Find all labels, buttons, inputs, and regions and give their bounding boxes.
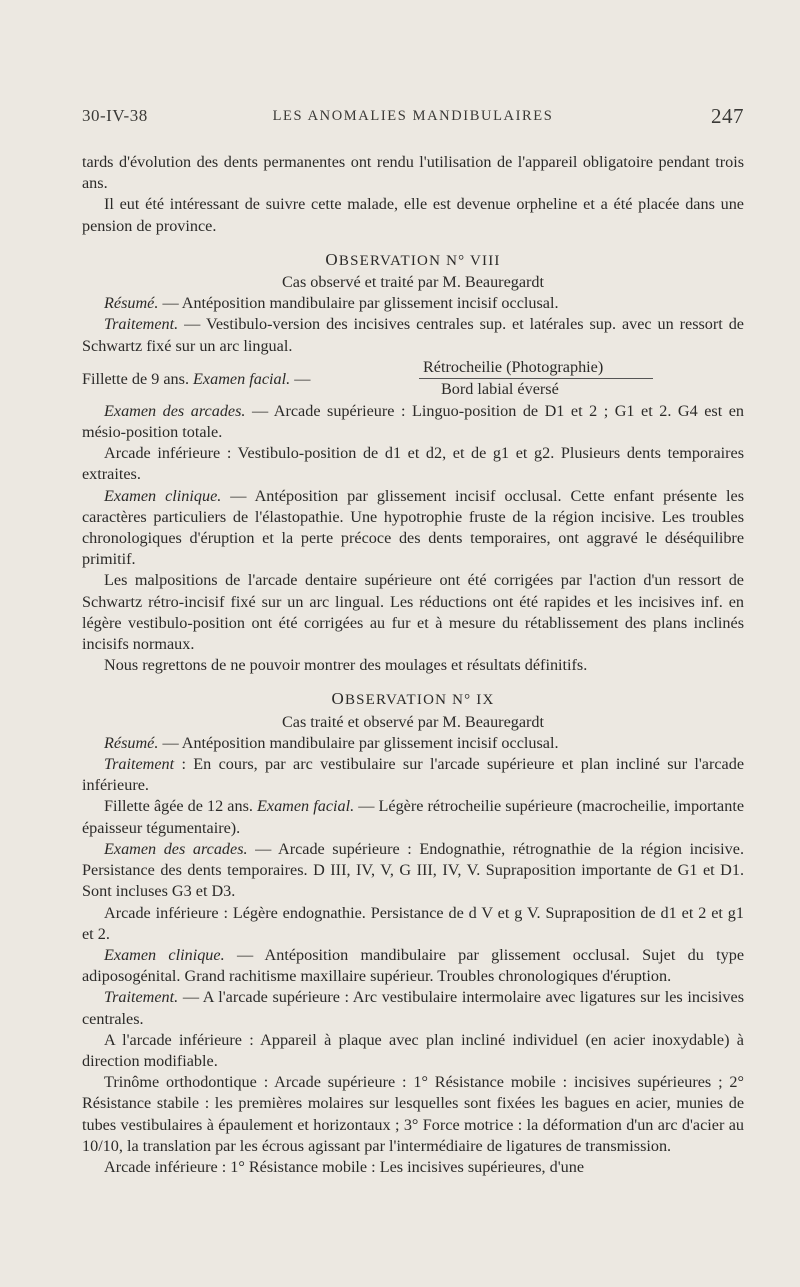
paragraph-facial: Fillette âgée de 12 ans. Examen facial. — Légère rétrocheilie supérieure (macrocheilie, importante épaisseur tégumentaire).: [82, 797, 745, 837]
observation-subtitle: Cas observé et traité par M. Beauregardt: [281, 273, 545, 292]
observation-subtitle: Cas traité et observé par M. Beauregardt: [281, 712, 545, 731]
paragraph-arcades: Examen des arcades. — Arcade supérieure : Linguo-position de D1 et 2 ; G1 et 2. G4 est en mésio-position totale.: [82, 401, 744, 442]
paragraph-resume: Résumé. — Antéposition mandibulaire par glissement incisif occlusal.: [104, 733, 559, 752]
paragraph-clinique: Examen clinique. — Antéposition par glissement incisif occlusal. Cette enfant présente les caractères particuliers de l'élastopathie. Une hypotrophie fruste de la région incisive. Les troubles chronologiques d'éruption et la perte précoce des dents temporaires, ont aggravé le déséquilibre primitif.: [82, 486, 744, 569]
observation-title: OBSERVATION N° IX: [331, 689, 495, 709]
paragraph: Arcade inférieure : 1° Résistance mobile : Les incisives supérieures, d'une: [104, 1157, 585, 1176]
fraction-numerator: Rétrocheilie (Photographie): [423, 357, 604, 376]
paragraph: Les malpositions de l'arcade dentaire supérieure ont été corrigées par l'action d'un ressort de Schwartz rétro-incisif fixé sur un arc lingual. Les réductions ont été rapides et les incisives inf. en légère vestibulo-position ont été corrigées au fur et à mesure du rétablissement des plans inclinés incisifs normaux.: [82, 571, 744, 654]
paragraph-resume: Résumé. — Antéposition mandibulaire par glissement incisif occlusal.: [104, 294, 559, 313]
paragraph-clinique: Examen clinique. — Antéposition mandibulaire par glissement occlusal. Sujet du type adiposogénital. Grand rachitisme maxillaire supérieur. Troubles chronologiques d'éruption.: [82, 945, 745, 986]
body-text: [82, 152, 744, 1178]
paragraph: tards d'évolution des dents permanentes ont rendu l'utilisation de l'appareil obligatoire pendant trois ans.: [82, 153, 744, 193]
paragraph-traitement: Traitement. — A l'arcade supérieure : Arc vestibulaire intermolaire avec ligatures sur les incisives centrales.: [82, 988, 744, 1028]
observation-title: OBSERVATION N° VIII: [325, 249, 501, 269]
paragraph: Nous regrettons de ne pouvoir montrer des moulages et résultats définitifs.: [104, 656, 588, 675]
header-date: 30-IV-38: [82, 106, 148, 125]
paragraph: Arcade inférieure : Légère endognathie. Persistance de d V et g V. Supraposition de d1 et 2 et g1 et 2.: [82, 903, 744, 943]
paragraph-arcades: Examen des arcades. — Arcade supérieure : Endognathie, rétrognathie de la région incisive. Persistance des dents temporaires. D III, IV, V, G III, IV, V. Supraposition importante de G1 et D1. Sont incluses G3 et D3.: [82, 839, 744, 901]
page-number: 247: [711, 104, 744, 128]
fraction-label: Examen facial.: [193, 369, 291, 388]
facial-exam-fraction: Fillette de 9 ans. Examen facial. — Rétrocheilie (Photographie) Bord labial éversé: [82, 357, 744, 401]
header-title: LES ANOMALIES MANDIBULAIRES: [272, 108, 554, 124]
paragraph-traitement: Traitement : En cours, par arc vestibulaire sur l'arcade supérieure et plan incliné sur l'arcade inférieure.: [82, 755, 744, 795]
paragraph: A l'arcade inférieure : Appareil à plaque avec plan incliné individuel (en acier inoxydable) à direction modifiable.: [82, 1030, 744, 1070]
paragraph: Trinôme orthodontique : Arcade supérieure : 1° Résistance mobile : incisives supérieures ; 2° Résistance stabile : les premières molaires sur lesquelles sont fixées les bagues en acier, munies de tubes vestibulaires à épaulement et horizontaux ; 3° Force motrice : la déformation d'un arc d'acier au 10/10, la translation par les écrous agissant par l'intermédiaire de ligatures de transmission.: [82, 1073, 744, 1155]
paragraph: Arcade inférieure : Vestibulo-position de d1 et d2, et de g1 et g2. Plusieurs dents temporaires extraites.: [82, 444, 744, 484]
fraction-lead: Fillette de 9 ans.: [82, 369, 194, 388]
paragraph-traitement: Traitement. — Vestibulo-version des incisives centrales sup. et latérales sup. avec un ressort de Schwartz fixé sur un arc lingual.: [82, 315, 744, 355]
fraction-denominator: Bord labial éversé: [441, 379, 559, 398]
paragraph: Il eut été intéressant de suivre cette malade, elle est devenue orpheline et a été placée dans une pension de province.: [82, 195, 744, 235]
